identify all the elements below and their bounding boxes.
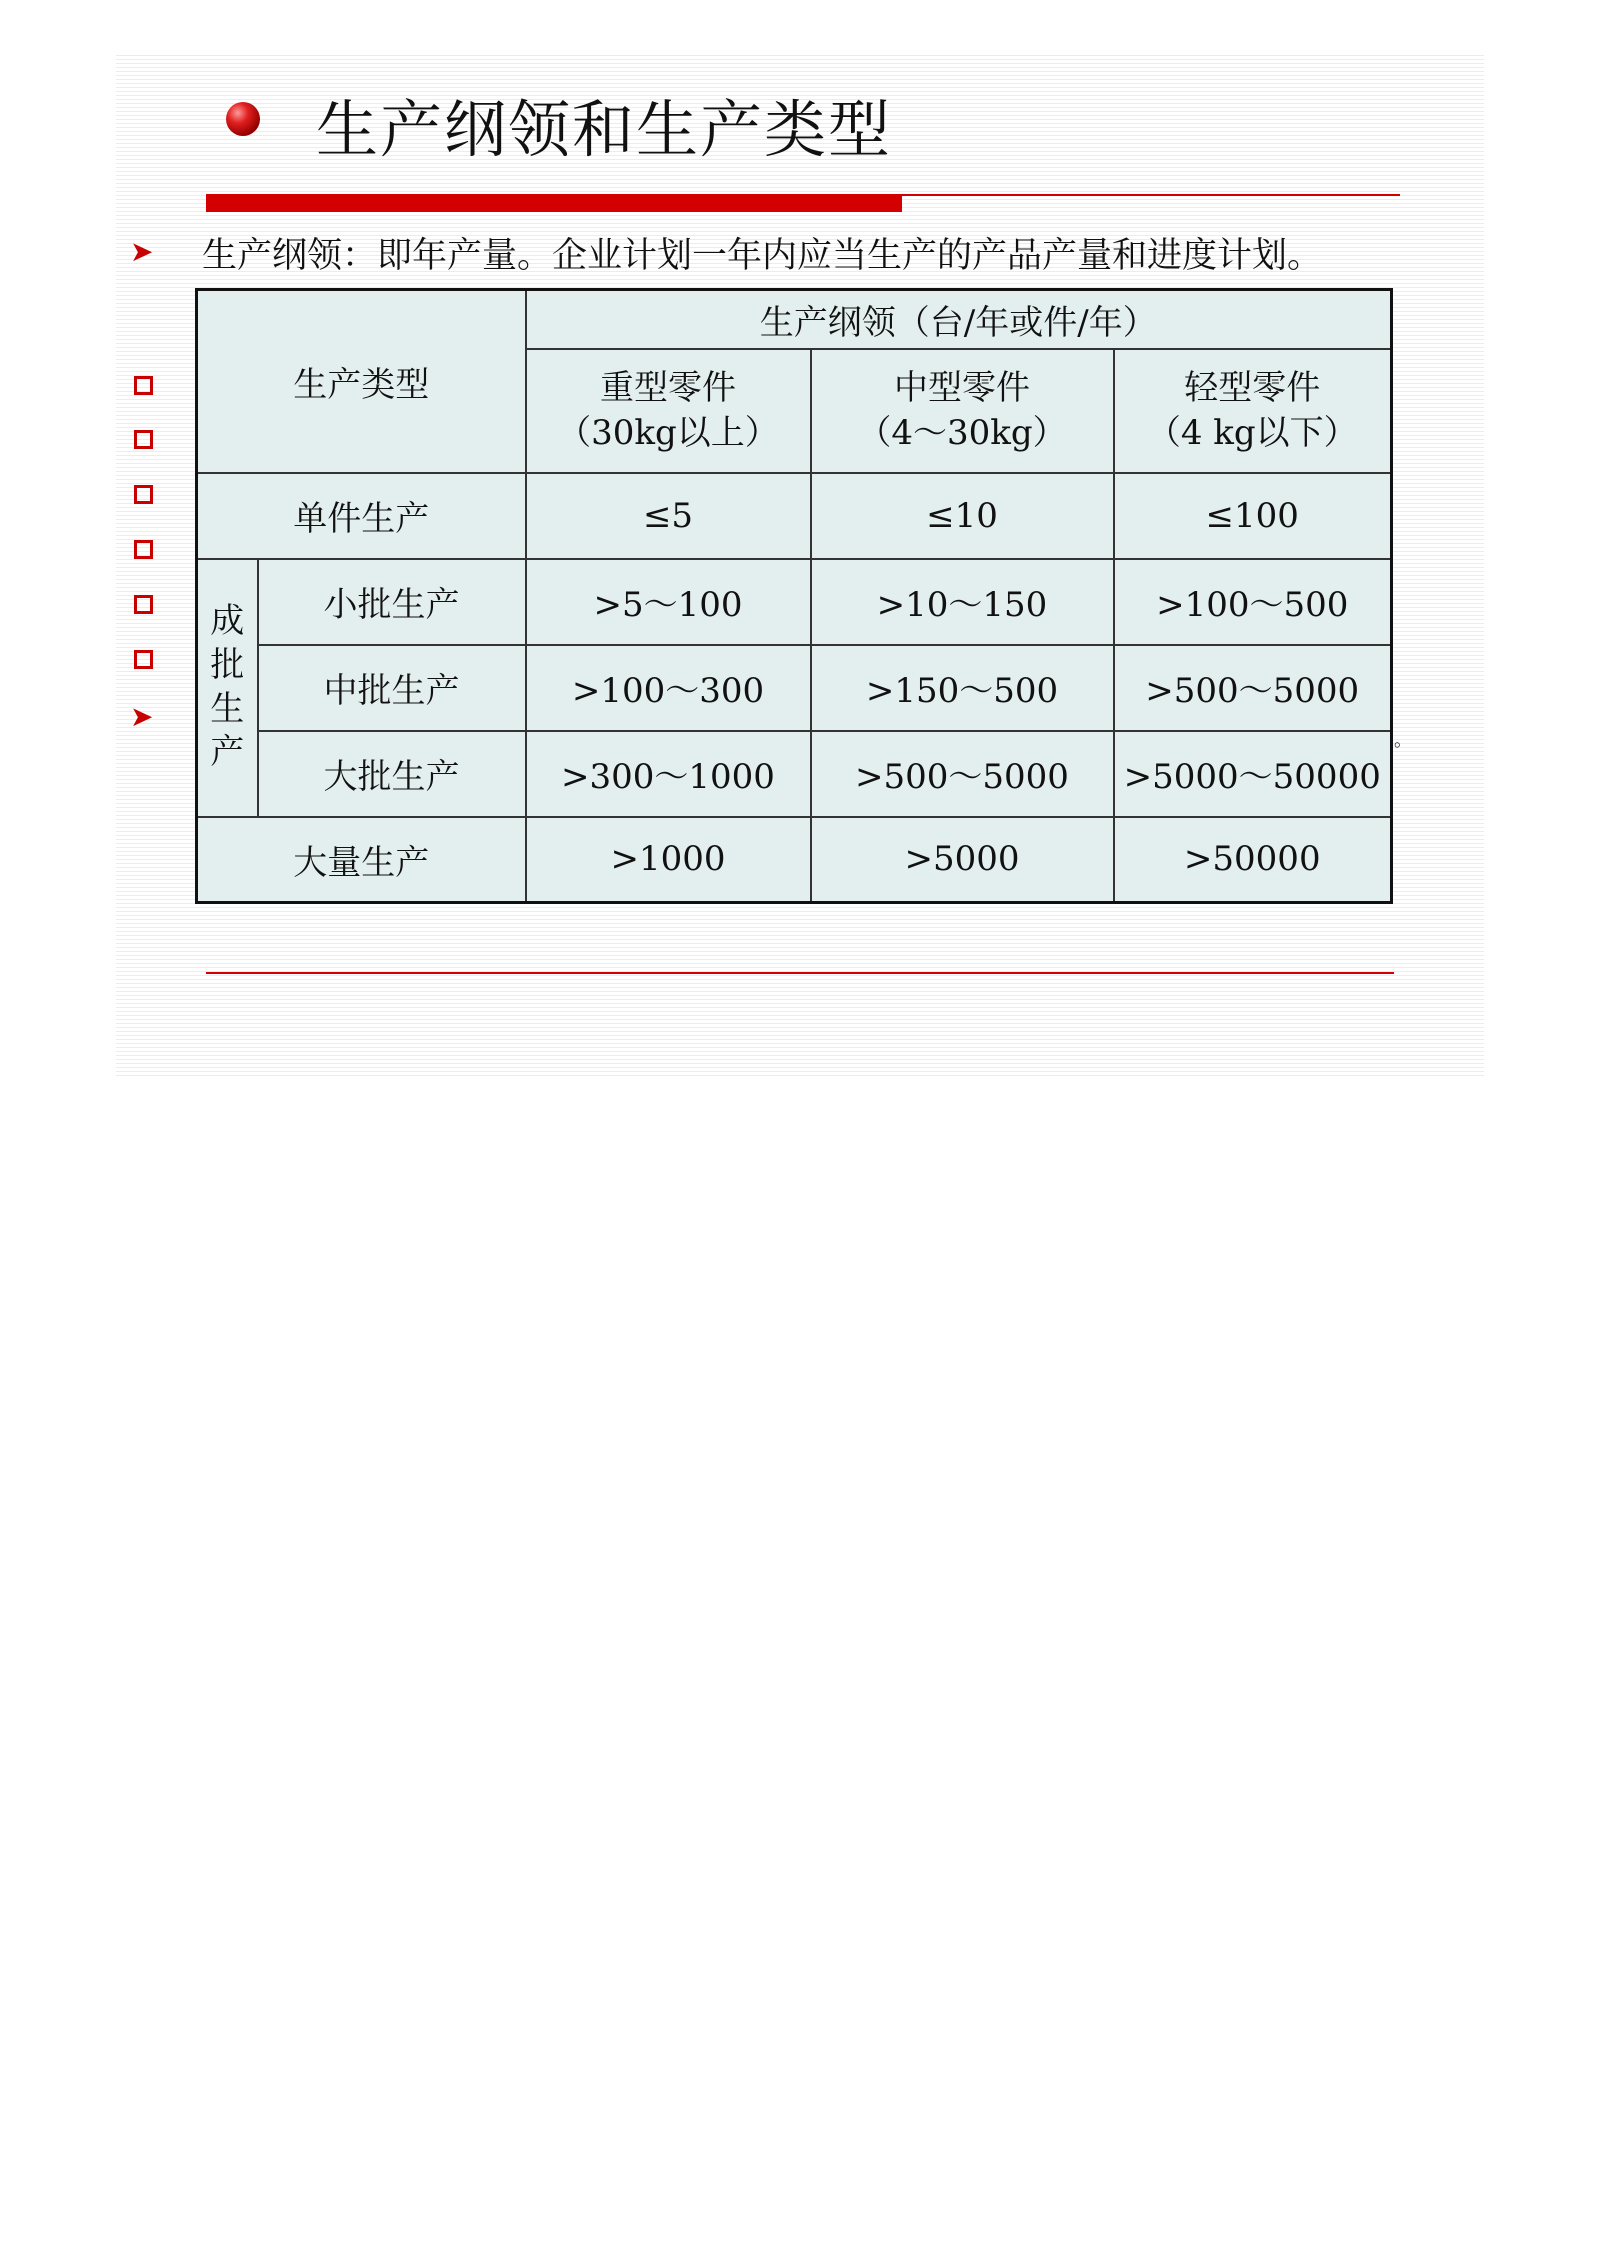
square-bullet-icon xyxy=(134,650,153,669)
table-cell: ≤100 xyxy=(1114,473,1392,559)
row-label: 大量生产 xyxy=(197,817,526,903)
table-cell: >500～5000 xyxy=(1114,645,1392,731)
table-cell: >5000 xyxy=(811,817,1114,903)
slide-title: 生产纲领和生产类型 xyxy=(316,93,893,166)
square-bullet-icon xyxy=(134,376,153,395)
square-bullet-icon xyxy=(134,430,153,449)
row-label: 中批生产 xyxy=(258,645,526,731)
row-label: 小批生产 xyxy=(258,559,526,645)
table-row xyxy=(197,817,1392,903)
title-underline-thick xyxy=(206,194,902,212)
column-header-heavy: 重型零件 （30kg以上） xyxy=(526,349,811,473)
slide xyxy=(116,52,1484,1076)
title-underline-thin xyxy=(902,194,1400,196)
square-bullet-icon xyxy=(134,595,153,614)
table-row xyxy=(197,559,1392,645)
table-row xyxy=(197,473,1392,559)
table-cell: >5000～50000 xyxy=(1114,731,1392,817)
table-cell: ≤5 xyxy=(526,473,811,559)
table-cell: >150～500 xyxy=(811,645,1114,731)
production-type-table xyxy=(195,288,1393,904)
row-label: 单件生产 xyxy=(197,473,526,559)
arrow-bullet-icon: ➤ xyxy=(130,700,154,733)
arrow-bullet-icon: ➤ xyxy=(130,235,154,268)
trailing-punctuation: 。 xyxy=(1394,730,1412,751)
table-cell: >50000 xyxy=(1114,817,1392,903)
table-cell: >100～500 xyxy=(1114,559,1392,645)
bottom-rule xyxy=(206,972,1394,974)
table-header-row xyxy=(197,290,1392,349)
table-cell: >10～150 xyxy=(811,559,1114,645)
table-cell: >100～300 xyxy=(526,645,811,731)
column-header-light: 轻型零件 （4 kg以下） xyxy=(1114,349,1392,473)
column-header-medium: 中型零件 （4～30kg） xyxy=(811,349,1114,473)
table-cell: ≤10 xyxy=(811,473,1114,559)
square-bullet-icon xyxy=(134,540,153,559)
group-header-cell: 生产纲领（台/年或件/年） xyxy=(526,290,1392,349)
intro-text: 生产纲领：即年产量。企业计划一年内应当生产的产品产量和进度计划。 xyxy=(202,236,1323,276)
square-bullet-icon xyxy=(134,485,153,504)
title-bullet-icon xyxy=(226,102,260,136)
table-cell: >1000 xyxy=(526,817,811,903)
table-cell: >500～5000 xyxy=(811,731,1114,817)
table-cell: >5～100 xyxy=(526,559,811,645)
table-cell: >300～1000 xyxy=(526,731,811,817)
type-header-cell: 生产类型 xyxy=(197,290,526,473)
table-row xyxy=(197,645,1392,731)
table-row xyxy=(197,731,1392,817)
batch-group-label: 成 批 生 产 xyxy=(197,559,258,817)
row-label: 大批生产 xyxy=(258,731,526,817)
